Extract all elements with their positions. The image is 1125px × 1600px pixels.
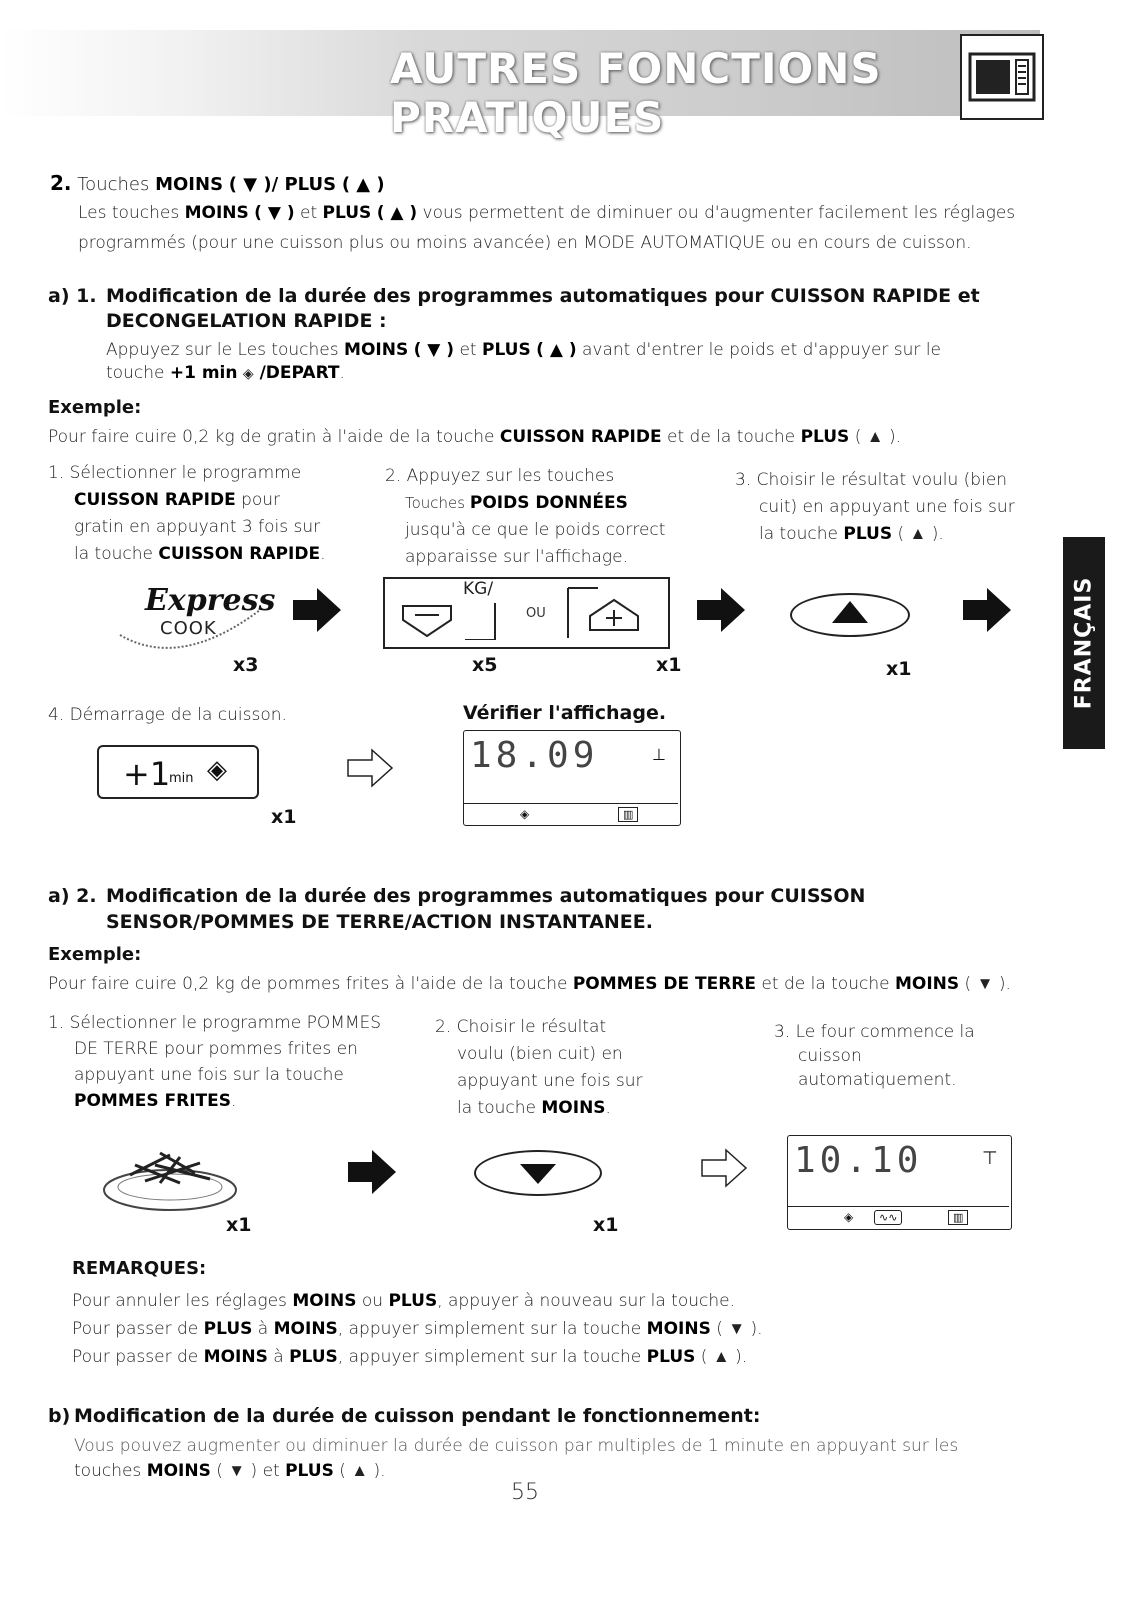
sensor-indicator-icon: ∿∿ bbox=[874, 1210, 902, 1225]
multiplier-x1-fries: x1 bbox=[226, 1214, 252, 1236]
outline-arrow-icon bbox=[346, 748, 396, 788]
section-2-line-1: Les touches MOINS ( ▼ ) et PLUS ( ▲ ) vous permettent de diminuer ou d'augmenter facilement les réglages bbox=[78, 203, 1016, 223]
outline-arrow-icon bbox=[700, 1148, 750, 1192]
remark-2: Pour passer de PLUS à MOINS, appuyer simplement sur la touche MOINS ( ▼ ). bbox=[72, 1319, 763, 1339]
a2-title-line-2: SENSOR/POMMES DE TERRE/ACTION INSTANTANEE. bbox=[106, 911, 653, 933]
start-indicator-icon: ◈ bbox=[844, 1210, 854, 1224]
multiplier-x1-weight: x1 bbox=[656, 654, 682, 676]
microwave-icon bbox=[960, 34, 1044, 120]
a2-step-3: 3. Le four commence la cuisson automatiquement. bbox=[774, 1022, 975, 1090]
multiplier-x3: x3 bbox=[233, 654, 259, 676]
plus-key-oval bbox=[790, 593, 910, 637]
cook-indicator-icon: ⊥ bbox=[652, 745, 666, 764]
b-line-1: Vous pouvez augmenter ou diminuer la durée de cuisson par multiples de 1 minute en appuyant sur les bbox=[74, 1436, 959, 1456]
a2-step-1: 1. Sélectionner le programme POMMES DE TERRE pour pommes frites en appuyant une fois sur la touche POMMES FRITES. bbox=[48, 1013, 382, 1111]
right-arrow-icon bbox=[963, 588, 1013, 632]
a2-step-2: 2. Choisir le résultat voulu (bien cuit) en appuyant une fois sur la touche MOINS. bbox=[435, 1017, 643, 1118]
b-label: b) bbox=[48, 1405, 71, 1427]
a1-title-line-2: DECONGELATION RAPIDE : bbox=[106, 310, 387, 332]
section-2-line-2: programmés (pour une cuisson plus ou moins avancée) en MODE AUTOMATIQUE ou en cours de cuisson. bbox=[78, 233, 972, 253]
right-arrow-icon bbox=[293, 588, 343, 632]
right-arrow-icon bbox=[348, 1150, 398, 1194]
page-header-title: AUTRES FONCTIONS PRATIQUES bbox=[390, 44, 882, 142]
a1-step-4: 4. Démarrage de la cuisson. bbox=[48, 705, 287, 725]
a1-step-1: 1. Sélectionner le programme CUISSON RAPIDE pour gratin en appuyant 3 fois sur la touche CUISSON RAPIDE. bbox=[48, 463, 326, 564]
express-cook-swoosh bbox=[110, 600, 270, 660]
verify-display-heading: Vérifier l'affichage. bbox=[463, 702, 667, 724]
remark-3: Pour passer de MOINS à PLUS, appuyer simplement sur la touche PLUS ( ▲ ). bbox=[72, 1347, 748, 1367]
a2-title-line-1: Modification de la durée des programmes automatiques pour CUISSON bbox=[106, 885, 866, 907]
weight-up-key-icon bbox=[560, 580, 665, 644]
lcd-display-2: 10.10 ⊤ ◈ ∿∿ ▥ bbox=[787, 1135, 1012, 1230]
a1-title-line-1: Modification de la durée des programmes automatiques pour CUISSON RAPIDE et bbox=[106, 285, 980, 307]
a1-paragraph-line-1: Appuyez sur le Les touches MOINS ( ▼ ) et PLUS ( ▲ ) avant d'entrer le poids et d'appuyer sur le bbox=[106, 340, 942, 360]
plus-one-min-start-key: +1 min ◈ bbox=[97, 745, 259, 799]
a1-paragraph-line-2: touche +1 min ◈ /DEPART. bbox=[106, 363, 345, 383]
language-tab-label: FRANÇAIS bbox=[1071, 576, 1097, 710]
page-number: 55 bbox=[511, 1480, 539, 1505]
grill-indicator-icon: ▥ bbox=[948, 1210, 968, 1225]
multiplier-x1-start: x1 bbox=[271, 806, 297, 828]
a1-step-2: 2. Appuyez sur les touches Touches POIDS DONNÉES jusqu'à ce que le poids correct apparaisse sur l'affichage. bbox=[385, 466, 666, 567]
minus-key-oval bbox=[474, 1150, 602, 1196]
a1-example-heading: Exemple: bbox=[48, 397, 142, 418]
kg-label: KG/ bbox=[463, 579, 494, 599]
weight-down-key-icon bbox=[395, 598, 500, 640]
a2-example-heading: Exemple: bbox=[48, 944, 142, 965]
express-cook-sub: COOK bbox=[160, 618, 217, 639]
down-triangle-icon bbox=[476, 1152, 600, 1194]
a2-label: a) 2. bbox=[48, 885, 97, 907]
a1-step-3: 3. Choisir le résultat voulu (bien cuit) en appuyant une fois sur la touche PLUS ( ▲ ). bbox=[735, 470, 1015, 544]
language-tab bbox=[1063, 537, 1105, 749]
b-title: Modification de la durée de cuisson pendant le fonctionnement: bbox=[74, 1405, 761, 1427]
start-icon: ◈ bbox=[207, 755, 227, 785]
express-cook-logo-text: Express bbox=[145, 583, 276, 618]
multiplier-x1-minus: x1 bbox=[593, 1214, 619, 1236]
grill-indicator-icon: ▥ bbox=[618, 807, 638, 822]
french-fries-plate-icon bbox=[100, 1135, 240, 1215]
b-line-2: touches MOINS ( ▼ ) et PLUS ( ▲ ). bbox=[74, 1461, 386, 1481]
section-2-heading: 2. Touches MOINS ( ▼ )/ PLUS ( ▲ ) bbox=[50, 171, 385, 195]
a1-label: a) 1. bbox=[48, 285, 97, 307]
start-indicator-icon: ◈ bbox=[520, 807, 530, 821]
lcd-display-1: 18.09 ⊥ ◈ ▥ bbox=[463, 730, 681, 826]
ou-label: OU bbox=[526, 606, 546, 621]
cook-indicator-icon: ⊤ bbox=[982, 1148, 998, 1169]
a1-example-text: Pour faire cuire 0,2 kg de gratin à l'aide de la touche CUISSON RAPIDE et de la touche PLUS ( ▲ ). bbox=[48, 427, 902, 447]
multiplier-x1-plus: x1 bbox=[886, 658, 912, 680]
right-arrow-icon bbox=[697, 588, 747, 632]
multiplier-x5: x5 bbox=[472, 654, 498, 676]
remark-1: Pour annuler les réglages MOINS ou PLUS, appuyer à nouveau sur la touche. bbox=[72, 1291, 735, 1311]
up-triangle-icon bbox=[792, 595, 908, 635]
remarks-heading: REMARQUES: bbox=[72, 1258, 207, 1279]
a2-example-text: Pour faire cuire 0,2 kg de pommes frites à l'aide de la touche POMMES DE TERRE et de la touche MOINS ( ▼ ). bbox=[48, 974, 1011, 994]
